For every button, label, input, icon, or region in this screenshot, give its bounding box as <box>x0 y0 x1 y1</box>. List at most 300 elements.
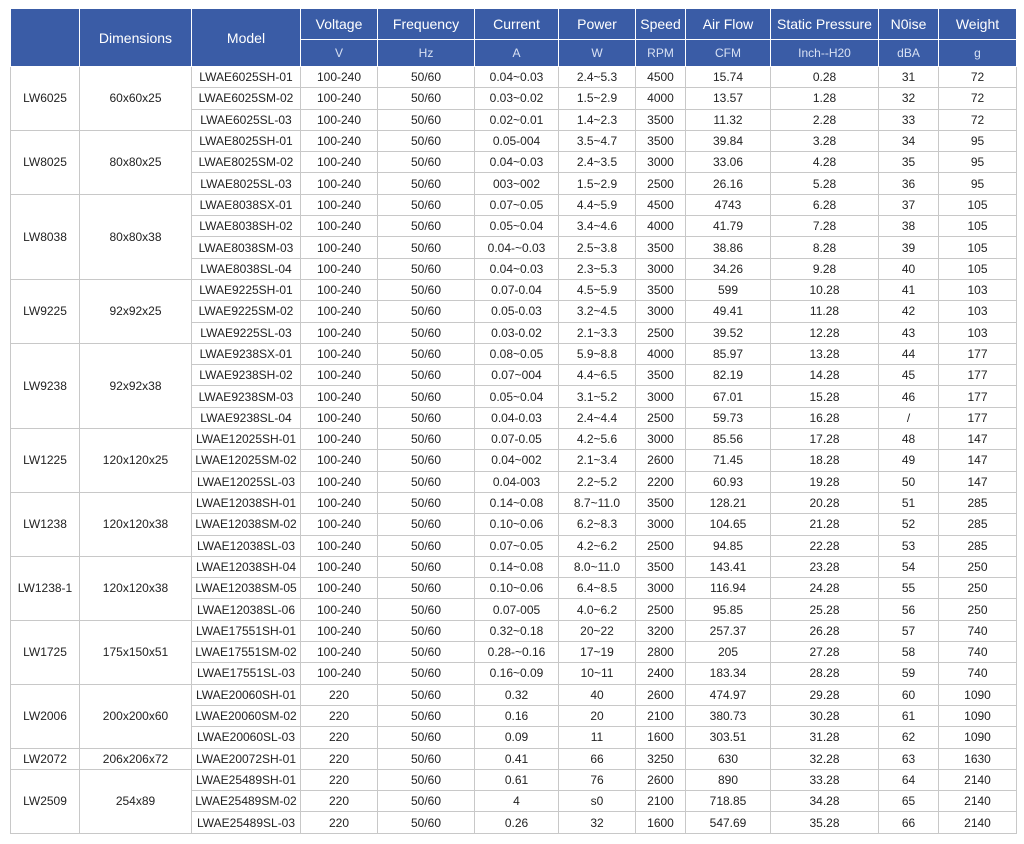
voltage-cell: 100-240 <box>301 578 378 599</box>
table-row <box>11 492 1017 513</box>
static-pressure-cell: 25.28 <box>771 599 879 620</box>
current-cell: 0.14~0.08 <box>475 492 559 513</box>
header-model: Model <box>192 9 301 67</box>
voltage-cell: 100-240 <box>301 642 378 663</box>
model-cell: LWAE17551SL-03 <box>192 663 301 684</box>
model-cell: LWAE17551SM-02 <box>192 642 301 663</box>
weight-cell: 1090 <box>939 684 1017 705</box>
frequency-cell: 50/60 <box>378 599 475 620</box>
voltage-cell: 100-240 <box>301 322 378 343</box>
noise-cell: 39 <box>879 237 939 258</box>
air-flow-cell: 15.74 <box>686 67 771 88</box>
model-cell: LWAE17551SH-01 <box>192 620 301 641</box>
current-cell: 0.04~002 <box>475 450 559 471</box>
series-cell: LW8025 <box>11 130 80 194</box>
model-cell: LWAE9225SL-03 <box>192 322 301 343</box>
power-cell: 2.4~3.5 <box>559 152 636 173</box>
table-row <box>11 67 1017 88</box>
model-cell: LWAE12038SM-02 <box>192 514 301 535</box>
air-flow-cell: 38.86 <box>686 237 771 258</box>
power-cell: 4.4~5.9 <box>559 194 636 215</box>
frequency-cell: 50/60 <box>378 450 475 471</box>
frequency-cell: 50/60 <box>378 322 475 343</box>
weight-cell: 72 <box>939 109 1017 130</box>
static-pressure-cell: 21.28 <box>771 514 879 535</box>
frequency-cell: 50/60 <box>378 492 475 513</box>
noise-cell: 49 <box>879 450 939 471</box>
series-cell: LW6025 <box>11 67 80 131</box>
header-power: Power <box>559 9 636 40</box>
current-cell: 4 <box>475 791 559 812</box>
frequency-cell: 50/60 <box>378 194 475 215</box>
weight-cell: 147 <box>939 450 1017 471</box>
noise-cell: 55 <box>879 578 939 599</box>
current-cell: 0.04-0.03 <box>475 407 559 428</box>
header-dimensions: Dimensions <box>80 9 192 67</box>
model-cell: LWAE12025SM-02 <box>192 450 301 471</box>
voltage-cell: 220 <box>301 727 378 748</box>
noise-cell: 41 <box>879 279 939 300</box>
static-pressure-cell: 31.28 <box>771 727 879 748</box>
header-weight: Weight <box>939 9 1017 40</box>
noise-cell: / <box>879 407 939 428</box>
speed-cell: 4000 <box>636 343 686 364</box>
frequency-cell: 50/60 <box>378 684 475 705</box>
static-pressure-cell: 7.28 <box>771 216 879 237</box>
model-cell: LWAE12038SL-06 <box>192 599 301 620</box>
power-cell: 4.2~5.6 <box>559 429 636 450</box>
model-cell: LWAE8038SM-03 <box>192 237 301 258</box>
frequency-cell: 50/60 <box>378 216 475 237</box>
noise-cell: 35 <box>879 152 939 173</box>
weight-cell: 103 <box>939 322 1017 343</box>
table-row <box>11 279 1017 300</box>
power-cell: 6.2~8.3 <box>559 514 636 535</box>
air-flow-cell: 183.34 <box>686 663 771 684</box>
weight-cell: 105 <box>939 258 1017 279</box>
noise-cell: 61 <box>879 705 939 726</box>
frequency-cell: 50/60 <box>378 791 475 812</box>
voltage-cell: 100-240 <box>301 514 378 535</box>
weight-cell: 2140 <box>939 791 1017 812</box>
frequency-cell: 50/60 <box>378 642 475 663</box>
voltage-cell: 100-240 <box>301 130 378 151</box>
power-cell: 4.0~6.2 <box>559 599 636 620</box>
speed-cell: 4500 <box>636 194 686 215</box>
series-cell: LW9225 <box>11 279 80 343</box>
model-cell: LWAE12038SH-01 <box>192 492 301 513</box>
dimensions-cell: 60x60x25 <box>80 67 192 131</box>
weight-cell: 95 <box>939 152 1017 173</box>
current-cell: 0.16~0.09 <box>475 663 559 684</box>
current-cell: 0.05-0.03 <box>475 301 559 322</box>
model-cell: LWAE20060SL-03 <box>192 727 301 748</box>
power-cell: 17~19 <box>559 642 636 663</box>
header-frequency: Frequency <box>378 9 475 40</box>
current-cell: 0.10~0.06 <box>475 578 559 599</box>
air-flow-cell: 95.85 <box>686 599 771 620</box>
frequency-cell: 50/60 <box>378 769 475 790</box>
weight-cell: 147 <box>939 429 1017 450</box>
table-row <box>11 194 1017 215</box>
model-cell: LWAE12038SM-05 <box>192 578 301 599</box>
unit-weight: g <box>939 40 1017 67</box>
noise-cell: 38 <box>879 216 939 237</box>
header-current: Current <box>475 9 559 40</box>
speed-cell: 2600 <box>636 450 686 471</box>
frequency-cell: 50/60 <box>378 812 475 833</box>
static-pressure-cell: 20.28 <box>771 492 879 513</box>
dimensions-cell: 92x92x38 <box>80 343 192 428</box>
voltage-cell: 100-240 <box>301 194 378 215</box>
voltage-cell: 220 <box>301 812 378 833</box>
dimensions-cell: 254x89 <box>80 769 192 833</box>
dimensions-cell: 80x80x38 <box>80 194 192 279</box>
air-flow-cell: 11.32 <box>686 109 771 130</box>
static-pressure-cell: 23.28 <box>771 556 879 577</box>
air-flow-cell: 59.73 <box>686 407 771 428</box>
power-cell: 3.2~4.5 <box>559 301 636 322</box>
noise-cell: 52 <box>879 514 939 535</box>
noise-cell: 43 <box>879 322 939 343</box>
weight-cell: 250 <box>939 556 1017 577</box>
table-row <box>11 130 1017 151</box>
noise-cell: 64 <box>879 769 939 790</box>
unit-current: A <box>475 40 559 67</box>
speed-cell: 2600 <box>636 684 686 705</box>
model-cell: LWAE8038SX-01 <box>192 194 301 215</box>
noise-cell: 57 <box>879 620 939 641</box>
current-cell: 0.07-005 <box>475 599 559 620</box>
header-noise: N0ise <box>879 9 939 40</box>
current-cell: 0.10~0.06 <box>475 514 559 535</box>
noise-cell: 46 <box>879 386 939 407</box>
speed-cell: 3000 <box>636 301 686 322</box>
voltage-cell: 100-240 <box>301 67 378 88</box>
model-cell: LWAE12038SL-03 <box>192 535 301 556</box>
table-row <box>11 620 1017 641</box>
power-cell: 10~11 <box>559 663 636 684</box>
model-cell: LWAE12038SH-04 <box>192 556 301 577</box>
speed-cell: 3500 <box>636 556 686 577</box>
weight-cell: 103 <box>939 279 1017 300</box>
weight-cell: 95 <box>939 173 1017 194</box>
series-cell: LW1225 <box>11 429 80 493</box>
air-flow-cell: 303.51 <box>686 727 771 748</box>
air-flow-cell: 39.52 <box>686 322 771 343</box>
static-pressure-cell: 5.28 <box>771 173 879 194</box>
static-pressure-cell: 19.28 <box>771 471 879 492</box>
model-cell: LWAE8025SH-01 <box>192 130 301 151</box>
weight-cell: 1630 <box>939 748 1017 769</box>
model-cell: LWAE20060SM-02 <box>192 705 301 726</box>
weight-cell: 147 <box>939 471 1017 492</box>
speed-cell: 3000 <box>636 514 686 535</box>
static-pressure-cell: 27.28 <box>771 642 879 663</box>
current-cell: 0.14~0.08 <box>475 556 559 577</box>
power-cell: 1.5~2.9 <box>559 88 636 109</box>
speed-cell: 2600 <box>636 769 686 790</box>
model-cell: LWAE6025SL-03 <box>192 109 301 130</box>
series-cell: LW1238-1 <box>11 556 80 620</box>
frequency-cell: 50/60 <box>378 365 475 386</box>
frequency-cell: 50/60 <box>378 471 475 492</box>
speed-cell: 3200 <box>636 620 686 641</box>
static-pressure-cell: 33.28 <box>771 769 879 790</box>
model-cell: LWAE8025SM-02 <box>192 152 301 173</box>
current-cell: 0.61 <box>475 769 559 790</box>
dimensions-cell: 175x150x51 <box>80 620 192 684</box>
dimensions-cell: 120x120x25 <box>80 429 192 493</box>
voltage-cell: 220 <box>301 791 378 812</box>
air-flow-cell: 67.01 <box>686 386 771 407</box>
power-cell: 2.1~3.4 <box>559 450 636 471</box>
noise-cell: 59 <box>879 663 939 684</box>
series-cell: LW2072 <box>11 748 80 769</box>
power-cell: s0 <box>559 791 636 812</box>
air-flow-cell: 128.21 <box>686 492 771 513</box>
current-cell: 0.04~0.03 <box>475 67 559 88</box>
model-cell: LWAE9238SL-04 <box>192 407 301 428</box>
static-pressure-cell: 18.28 <box>771 450 879 471</box>
frequency-cell: 50/60 <box>378 514 475 535</box>
model-cell: LWAE25489SL-03 <box>192 812 301 833</box>
speed-cell: 2500 <box>636 173 686 194</box>
current-cell: 0.28-~0.16 <box>475 642 559 663</box>
speed-cell: 3000 <box>636 386 686 407</box>
power-cell: 11 <box>559 727 636 748</box>
noise-cell: 54 <box>879 556 939 577</box>
static-pressure-cell: 6.28 <box>771 194 879 215</box>
power-cell: 66 <box>559 748 636 769</box>
speed-cell: 1600 <box>636 812 686 833</box>
speed-cell: 3500 <box>636 109 686 130</box>
voltage-cell: 100-240 <box>301 407 378 428</box>
unit-voltage: V <box>301 40 378 67</box>
unit-static-pressure: Inch--H20 <box>771 40 879 67</box>
current-cell: 0.04-~0.03 <box>475 237 559 258</box>
static-pressure-cell: 12.28 <box>771 322 879 343</box>
frequency-cell: 50/60 <box>378 663 475 684</box>
noise-cell: 34 <box>879 130 939 151</box>
speed-cell: 3000 <box>636 152 686 173</box>
voltage-cell: 100-240 <box>301 663 378 684</box>
table-row <box>11 748 1017 769</box>
series-cell: LW1725 <box>11 620 80 684</box>
static-pressure-cell: 14.28 <box>771 365 879 386</box>
current-cell: 0.07-0.04 <box>475 279 559 300</box>
frequency-cell: 50/60 <box>378 386 475 407</box>
current-cell: 0.03-0.02 <box>475 322 559 343</box>
table-body <box>11 67 1017 834</box>
dimensions-cell: 80x80x25 <box>80 130 192 194</box>
current-cell: 0.07~0.05 <box>475 535 559 556</box>
frequency-cell: 50/60 <box>378 237 475 258</box>
header-voltage: Voltage <box>301 9 378 40</box>
noise-cell: 62 <box>879 727 939 748</box>
static-pressure-cell: 2.28 <box>771 109 879 130</box>
voltage-cell: 100-240 <box>301 556 378 577</box>
current-cell: 0.07~004 <box>475 365 559 386</box>
noise-cell: 65 <box>879 791 939 812</box>
dimensions-cell: 120x120x38 <box>80 556 192 620</box>
unit-speed: RPM <box>636 40 686 67</box>
noise-cell: 40 <box>879 258 939 279</box>
voltage-cell: 100-240 <box>301 471 378 492</box>
power-cell: 3.5~4.7 <box>559 130 636 151</box>
speed-cell: 3000 <box>636 578 686 599</box>
static-pressure-cell: 16.28 <box>771 407 879 428</box>
static-pressure-cell: 24.28 <box>771 578 879 599</box>
power-cell: 4.4~6.5 <box>559 365 636 386</box>
weight-cell: 72 <box>939 88 1017 109</box>
speed-cell: 2400 <box>636 663 686 684</box>
power-cell: 20 <box>559 705 636 726</box>
frequency-cell: 50/60 <box>378 578 475 599</box>
power-cell: 1.4~2.3 <box>559 109 636 130</box>
voltage-cell: 100-240 <box>301 365 378 386</box>
frequency-cell: 50/60 <box>378 88 475 109</box>
power-cell: 2.3~5.3 <box>559 258 636 279</box>
air-flow-cell: 60.93 <box>686 471 771 492</box>
speed-cell: 2500 <box>636 322 686 343</box>
air-flow-cell: 33.06 <box>686 152 771 173</box>
air-flow-cell: 257.37 <box>686 620 771 641</box>
weight-cell: 740 <box>939 642 1017 663</box>
weight-cell: 177 <box>939 386 1017 407</box>
model-cell: LWAE8025SL-03 <box>192 173 301 194</box>
table-row <box>11 429 1017 450</box>
weight-cell: 285 <box>939 535 1017 556</box>
model-cell: LWAE9238SH-02 <box>192 365 301 386</box>
speed-cell: 1600 <box>636 727 686 748</box>
current-cell: 0.04~0.03 <box>475 152 559 173</box>
air-flow-cell: 104.65 <box>686 514 771 535</box>
static-pressure-cell: 0.28 <box>771 67 879 88</box>
voltage-cell: 100-240 <box>301 216 378 237</box>
speed-cell: 2500 <box>636 407 686 428</box>
model-cell: LWAE12025SH-01 <box>192 429 301 450</box>
voltage-cell: 100-240 <box>301 173 378 194</box>
voltage-cell: 100-240 <box>301 109 378 130</box>
static-pressure-cell: 30.28 <box>771 705 879 726</box>
voltage-cell: 100-240 <box>301 152 378 173</box>
current-cell: 0.09 <box>475 727 559 748</box>
air-flow-cell: 85.97 <box>686 343 771 364</box>
weight-cell: 250 <box>939 578 1017 599</box>
weight-cell: 177 <box>939 407 1017 428</box>
header-row <box>11 9 1017 40</box>
current-cell: 0.05-004 <box>475 130 559 151</box>
speed-cell: 4000 <box>636 216 686 237</box>
weight-cell: 177 <box>939 343 1017 364</box>
frequency-cell: 50/60 <box>378 301 475 322</box>
voltage-cell: 100-240 <box>301 386 378 407</box>
voltage-cell: 100-240 <box>301 237 378 258</box>
series-cell: LW1238 <box>11 492 80 556</box>
current-cell: 0.04-003 <box>475 471 559 492</box>
frequency-cell: 50/60 <box>378 109 475 130</box>
model-cell: LWAE9238SX-01 <box>192 343 301 364</box>
power-cell: 8.0~11.0 <box>559 556 636 577</box>
current-cell: 0.04~0.03 <box>475 258 559 279</box>
speed-cell: 3500 <box>636 130 686 151</box>
speed-cell: 2200 <box>636 471 686 492</box>
noise-cell: 48 <box>879 429 939 450</box>
dimensions-cell: 120x120x38 <box>80 492 192 556</box>
frequency-cell: 50/60 <box>378 535 475 556</box>
noise-cell: 36 <box>879 173 939 194</box>
static-pressure-cell: 13.28 <box>771 343 879 364</box>
model-cell: LWAE25489SH-01 <box>192 769 301 790</box>
model-cell: LWAE9238SM-03 <box>192 386 301 407</box>
weight-cell: 285 <box>939 492 1017 513</box>
air-flow-cell: 718.85 <box>686 791 771 812</box>
unit-frequency: Hz <box>378 40 475 67</box>
frequency-cell: 50/60 <box>378 343 475 364</box>
static-pressure-cell: 4.28 <box>771 152 879 173</box>
speed-cell: 4000 <box>636 88 686 109</box>
table-row <box>11 556 1017 577</box>
header-air-flow: Air Flow <box>686 9 771 40</box>
frequency-cell: 50/60 <box>378 258 475 279</box>
power-cell: 4.5~5.9 <box>559 279 636 300</box>
model-cell: LWAE8038SH-02 <box>192 216 301 237</box>
speed-cell: 3500 <box>636 237 686 258</box>
frequency-cell: 50/60 <box>378 130 475 151</box>
weight-cell: 2140 <box>939 812 1017 833</box>
current-cell: 0.41 <box>475 748 559 769</box>
frequency-cell: 50/60 <box>378 748 475 769</box>
speed-cell: 2500 <box>636 599 686 620</box>
air-flow-cell: 82.19 <box>686 365 771 386</box>
weight-cell: 72 <box>939 67 1017 88</box>
noise-cell: 31 <box>879 67 939 88</box>
weight-cell: 285 <box>939 514 1017 535</box>
power-cell: 8.7~11.0 <box>559 492 636 513</box>
weight-cell: 105 <box>939 194 1017 215</box>
current-cell: 0.03~0.02 <box>475 88 559 109</box>
model-cell: LWAE20072SH-01 <box>192 748 301 769</box>
noise-cell: 56 <box>879 599 939 620</box>
voltage-cell: 100-240 <box>301 450 378 471</box>
static-pressure-cell: 3.28 <box>771 130 879 151</box>
air-flow-cell: 143.41 <box>686 556 771 577</box>
current-cell: 003~002 <box>475 173 559 194</box>
static-pressure-cell: 17.28 <box>771 429 879 450</box>
air-flow-cell: 13.57 <box>686 88 771 109</box>
speed-cell: 4500 <box>636 67 686 88</box>
speed-cell: 2100 <box>636 791 686 812</box>
table-row <box>11 343 1017 364</box>
noise-cell: 63 <box>879 748 939 769</box>
power-cell: 32 <box>559 812 636 833</box>
series-cell: LW2509 <box>11 769 80 833</box>
weight-cell: 1090 <box>939 727 1017 748</box>
air-flow-cell: 49.41 <box>686 301 771 322</box>
voltage-cell: 220 <box>301 705 378 726</box>
unit-air-flow: CFM <box>686 40 771 67</box>
power-cell: 2.4~5.3 <box>559 67 636 88</box>
noise-cell: 42 <box>879 301 939 322</box>
table-row <box>11 769 1017 790</box>
voltage-cell: 100-240 <box>301 343 378 364</box>
model-cell: LWAE6025SM-02 <box>192 88 301 109</box>
header-speed: Speed <box>636 9 686 40</box>
frequency-cell: 50/60 <box>378 705 475 726</box>
power-cell: 2.5~3.8 <box>559 237 636 258</box>
power-cell: 2.4~4.4 <box>559 407 636 428</box>
